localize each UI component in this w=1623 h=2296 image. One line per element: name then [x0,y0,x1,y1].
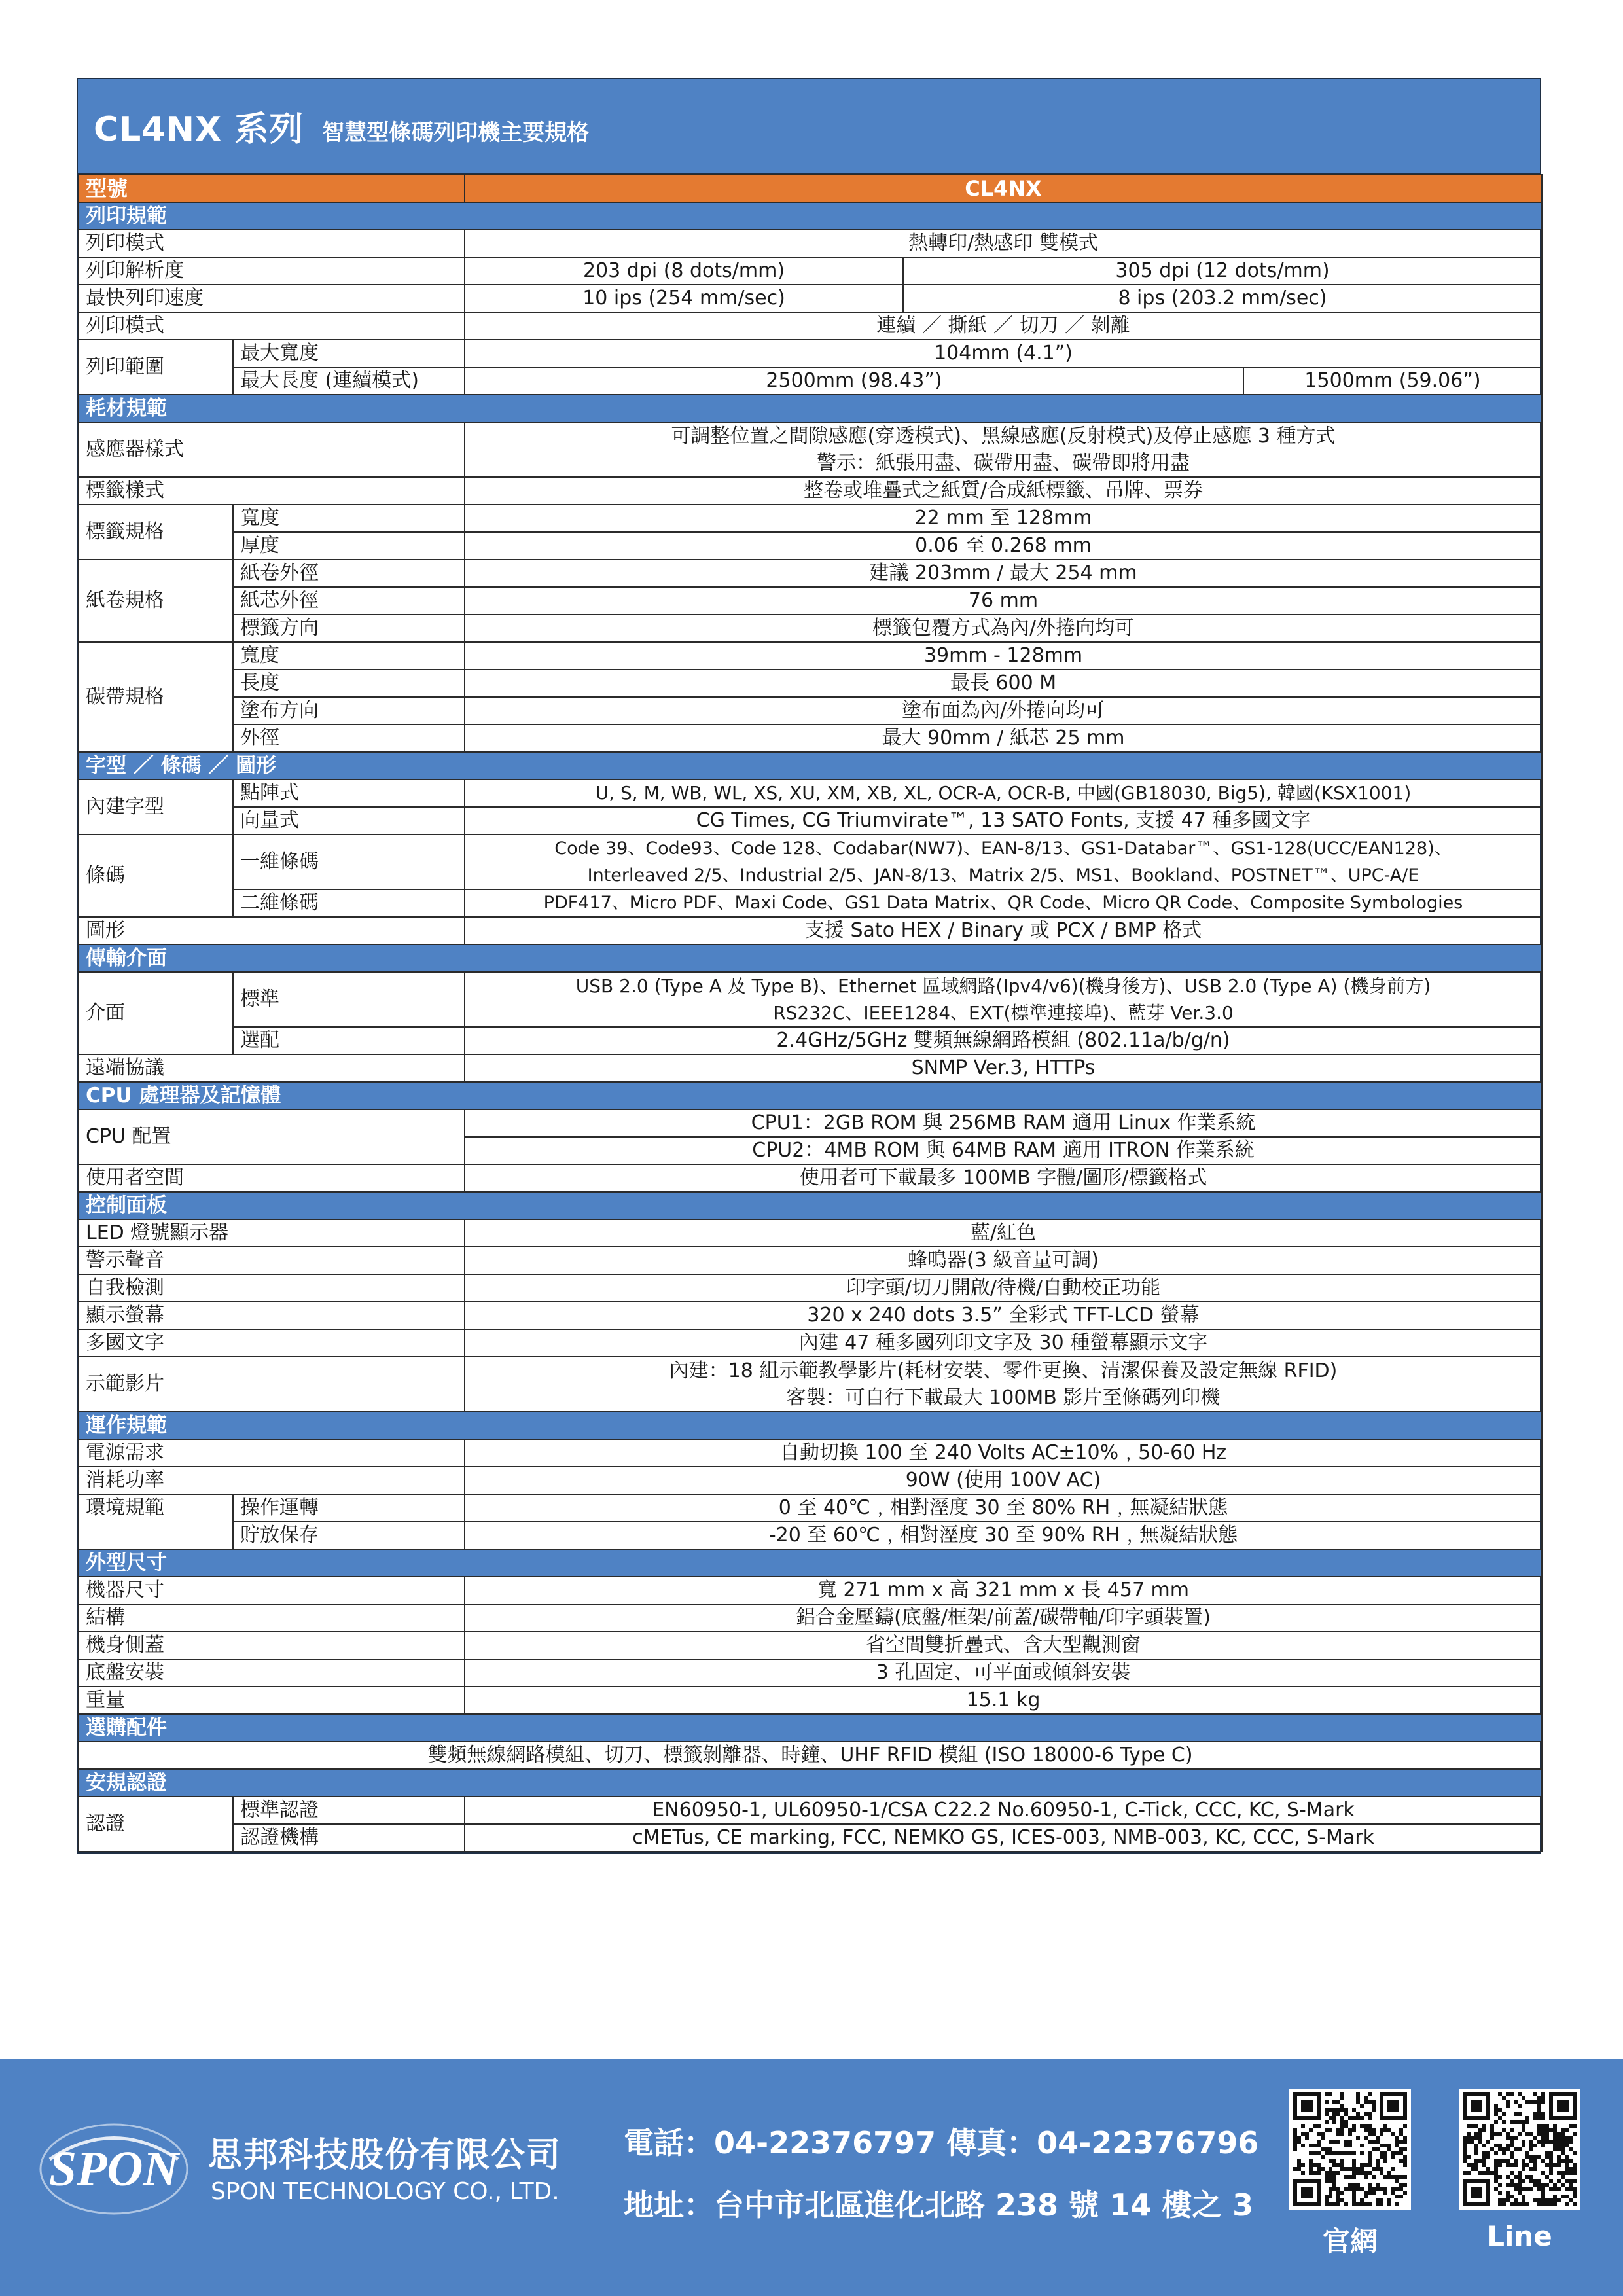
row-value-line: RS232C、IEEE1284、EXT(標準連接埠)、藍芽 Ver.3.0 [773,1002,1234,1024]
row-label: 紙芯外徑 [233,587,465,615]
row-value: 104mm (4.1”) [465,340,1542,367]
table-row [79,1247,1542,1274]
table-row [79,1632,1542,1659]
row-label: 標籤樣式 [79,477,465,505]
row-value: 使用者可下載最多 100MB 字體/圖形/標籤格式 [465,1164,1542,1192]
row-value: 內建 47 種多國列印文字及 30 種螢幕顯示文字 [465,1329,1542,1357]
table-row [79,1797,1542,1824]
section-title-cpu: CPU 處理器及記憶體 [79,1082,1542,1109]
section-title-print: 列印規範 [79,202,1542,230]
address: 地址：台中市北區進化北路 238 號 14 樓之 3 [624,2187,1254,2223]
row-value: 320 x 240 dots 3.5” 全彩式 TFT-LCD 螢幕 [465,1302,1542,1329]
spec-table [78,174,1543,1852]
section-title-operation: 運作規範 [79,1412,1542,1439]
row-label: 最大寬度 [233,340,465,367]
section-header [79,202,1542,230]
row-value: 塗布面為內/外捲向均可 [465,697,1542,725]
table-row [79,1054,1542,1082]
row-value: CG Times, CG Triumvirate™, 13 SATO Fonts, 支援 47 種多國文字 [465,807,1542,834]
row-group-label: 紙卷規格 [79,560,233,642]
row-value: 雙頻無線網路模組、切刀、標籤剝離器、時鐘、UHF RFID 模組 (ISO 18000-6 Type C) [79,1742,1542,1769]
row-value: 藍/紅色 [465,1219,1542,1247]
row-value: 76 mm [465,587,1542,615]
row-label: 寬度 [233,642,465,670]
row-value [465,422,1542,477]
phone-fax: 電話：04-22376797 傳真：04-22376796 [624,2125,1259,2161]
table-row [79,505,1542,532]
table-row [79,312,1542,340]
row-value: 整卷或堆疊式之紙質/合成紙標籤、吊牌、票券 [465,477,1542,505]
row-label: 寬度 [233,505,465,532]
section-title-cert: 安規認證 [79,1769,1542,1797]
section-title-options: 選購配件 [79,1714,1542,1742]
row-label: 機器尺寸 [79,1577,465,1604]
section-title-fonts: 字型 ／ 條碼 ／ 圖形 [79,752,1542,780]
row-value: 203 dpi (8 dots/mm) [465,257,903,285]
row-label: 機身側蓋 [79,1632,465,1659]
row-value: 1500mm (59.06”) [1243,367,1542,395]
table-row [79,1357,1542,1412]
row-value: 0.06 至 0.268 mm [465,532,1542,560]
row-label: 示範影片 [79,1357,465,1412]
row-group-label: 環境規範 [79,1494,233,1549]
row-value: SNMP Ver.3, HTTPs [465,1054,1542,1082]
qr-code-graphic [1289,2089,1411,2210]
row-label: 自我檢測 [79,1274,465,1302]
row-value: 寬 271 mm x 高 321 mm x 長 457 mm [465,1577,1542,1604]
row-value: 2.4GHz/5GHz 雙頻無線網路模組 (802.11a/b/g/n) [465,1027,1542,1054]
company-footer [0,2059,1623,2296]
row-value-line: 警示：紙張用盡、碳帶用盡、碳帶即將用盡 [817,452,1190,475]
table-row [79,1027,1542,1054]
row-value-line: 可調整位置之間隙感應(穿透模式)、黑線感應(反射模式)及停止感應 3 種方式 [671,425,1336,448]
table-row [79,1274,1542,1302]
row-group-label: 介面 [79,972,233,1054]
table-row [79,1467,1542,1494]
row-label: CPU 配置 [79,1109,465,1164]
section-header [79,1412,1542,1439]
row-label: 二維條碼 [233,889,465,917]
row-group-label: 標籤規格 [79,505,233,560]
row-value: 305 dpi (12 dots/mm) [903,257,1542,285]
row-label: 顯示螢幕 [79,1302,465,1329]
table-row [79,725,1542,752]
table-row [79,1687,1542,1714]
table-row [79,1219,1542,1247]
row-value: -20 至 60℃﹐相對溼度 30 至 90% RH﹐無凝結狀態 [465,1522,1542,1549]
row-value-line: 客製：可自行下載最大 100MB 影片至條碼列印機 [786,1386,1221,1409]
table-row [79,230,1542,257]
row-label: 感應器樣式 [79,422,465,477]
table-row [79,1742,1542,1769]
row-value: 90W (使用 100V AC) [465,1467,1542,1494]
table-row [79,477,1542,505]
row-group-label: 碳帶規格 [79,642,233,752]
row-label: 列印模式 [79,312,465,340]
row-label: 標準 [233,972,465,1027]
model-value: CL4NX [465,175,1542,202]
section-header [79,395,1542,422]
row-label: 認證機構 [233,1824,465,1852]
row-label: 貯放保存 [233,1522,465,1549]
row-label: 標籤方向 [233,615,465,642]
row-value-line: USB 2.0 (Type A 及 Type B)、Ethernet 區域網路(Ipv4/v6)(機身後方)、USB 2.0 (Type A) (機身前方) [575,975,1431,997]
table-row [79,1604,1542,1632]
row-label: 塗布方向 [233,697,465,725]
table-row [79,1522,1542,1549]
row-value: 3 孔固定、可平面或傾斜安裝 [465,1659,1542,1687]
row-value: 0 至 40℃﹐相對溼度 30 至 80% RH﹐無凝結狀態 [465,1494,1542,1522]
row-label: 操作運轉 [233,1494,465,1522]
qr-code-website[interactable] [1289,2089,1411,2210]
company-name-en: SPON TECHNOLOGY CO., LTD. [211,2178,560,2205]
section-title-panel: 控制面板 [79,1192,1542,1219]
row-label: 多國文字 [79,1329,465,1357]
section-title-dimensions: 外型尺寸 [79,1549,1542,1577]
table-row [79,532,1542,560]
table-row [79,807,1542,834]
spec-sheet [77,78,1541,1854]
table-row [79,780,1542,807]
row-value-line: Interleaved 2/5、Industrial 2/5、JAN-8/13、Matrix 2/5、MS1、Bookland、POSTNET™、UPC-A/E [587,865,1419,886]
table-row [79,917,1542,944]
table-row [79,560,1542,587]
table-row [79,1577,1542,1604]
row-value: CPU1：2GB ROM 與 256MB RAM 適用 Linux 作業系統 [465,1109,1542,1137]
section-header [79,944,1542,972]
row-value: PDF417、Micro PDF、Maxi Code、GS1 Data Matrix、QR Code、Micro QR Code、Composite Symbologies [465,889,1542,917]
row-value: 自動切換 100 至 240 Volts AC±10%﹐50-60 Hz [465,1439,1542,1467]
row-value-line: Code 39、Code93、Code 128、Codabar(NW7)、EAN-8/13、GS1-Databar™、GS1-128(UCC/EAN128)、 [554,838,1452,859]
row-value: 2500mm (98.43”) [465,367,1243,395]
table-row [79,340,1542,367]
row-label: 底盤安裝 [79,1659,465,1687]
table-row [79,1439,1542,1467]
row-label: 圖形 [79,917,465,944]
section-header [79,752,1542,780]
row-value-line: 內建：18 組示範教學影片(耗材安裝、零件更換、清潔保養及設定無線 RFID) [669,1359,1338,1382]
table-row [79,670,1542,697]
model-label: 型號 [79,175,465,202]
row-value: 印字頭/切刀開啟/待機/自動校正功能 [465,1274,1542,1302]
row-value: 標籤包覆方式為內/外捲向均可 [465,615,1542,642]
row-value: 熱轉印/熱感印 雙模式 [465,230,1542,257]
row-label: 使用者空間 [79,1164,465,1192]
spon-logo [37,2120,191,2218]
table-row [79,587,1542,615]
row-label: 遠端協議 [79,1054,465,1082]
row-label: 長度 [233,670,465,697]
row-label: 厚度 [233,532,465,560]
row-value [465,1357,1542,1412]
row-value: 鋁合金壓鑄(底盤/框架/前蓋/碳帶軸/印字頭裝置) [465,1604,1542,1632]
row-label: 向量式 [233,807,465,834]
table-row [79,642,1542,670]
row-value: 15.1 kg [465,1687,1542,1714]
row-value: 蜂鳴器(3 級音量可調) [465,1247,1542,1274]
row-label: 標準認證 [233,1797,465,1824]
table-row [79,1109,1542,1137]
table-row [79,697,1542,725]
row-value: 22 mm 至 128mm [465,505,1542,532]
company-name-cn: 思邦科技股份有限公司 [208,2136,562,2175]
row-value: 8 ips (203.2 mm/sec) [903,285,1542,312]
section-header [79,1192,1542,1219]
row-label: 結構 [79,1604,465,1632]
row-value: EN60950-1, UL60950-1/CSA C22.2 No.60950-1, C-Tick, CCC, KC, S-Mark [465,1797,1542,1824]
table-row [79,834,1542,889]
row-label: 列印模式 [79,230,465,257]
row-label: 警示聲音 [79,1247,465,1274]
section-header [79,1082,1542,1109]
table-row [79,889,1542,917]
row-label: 選配 [233,1027,465,1054]
qr-code-line[interactable] [1459,2089,1580,2210]
row-label: 一維條碼 [233,834,465,889]
qr-label-website: 官網 [1322,2225,1378,2257]
table-row [79,1329,1542,1357]
table-row [79,257,1542,285]
row-group-label: 列印範圍 [79,340,233,395]
row-value: 建議 203mm / 最大 254 mm [465,560,1542,587]
page-title: CL4NX 系列 [94,110,304,149]
row-label: 列印解析度 [79,257,465,285]
row-value: 最長 600 M [465,670,1542,697]
row-value: 支援 Sato HEX / Binary 或 PCX / BMP 格式 [465,917,1542,944]
table-row [79,422,1542,477]
table-row [79,367,1542,395]
logo-text: SPON [48,2142,179,2197]
row-value: 10 ips (254 mm/sec) [465,285,903,312]
row-value: 連續 ／ 撕紙 ／ 切刀 ／ 剝離 [465,312,1542,340]
table-row [79,1824,1542,1852]
section-title-interface: 傳輸介面 [79,944,1542,972]
qr-label-line: Line [1487,2220,1552,2252]
row-value: CPU2：4MB ROM 與 64MB RAM 適用 ITRON 作業系統 [465,1137,1542,1164]
section-header [79,1769,1542,1797]
row-label: 點陣式 [233,780,465,807]
table-row [79,285,1542,312]
row-group-label: 內建字型 [79,780,233,834]
table-row [79,615,1542,642]
model-row [79,175,1542,202]
table-row [79,1164,1542,1192]
row-label: 紙卷外徑 [233,560,465,587]
table-row [79,972,1542,1027]
row-value: 省空間雙折疊式、含大型觀測窗 [465,1632,1542,1659]
row-value: cMETus, CE marking, FCC, NEMKO GS, ICES-003, NMB-003, KC, CCC, S-Mark [465,1824,1542,1852]
row-group-label: 認證 [79,1797,233,1852]
spon-logo-graphic [37,2120,191,2218]
section-title-media: 耗材規範 [79,395,1542,422]
row-label: 電源需求 [79,1439,465,1467]
section-header [79,1549,1542,1577]
row-label: 消耗功率 [79,1467,465,1494]
row-value: U, S, M, WB, WL, XS, XU, XM, XB, XL, OCR-A, OCR-B, 中國(GB18030, Big5), 韓國(KSX1001) [465,780,1542,807]
row-label: 外徑 [233,725,465,752]
row-value: 最大 90mm / 紙芯 25 mm [465,725,1542,752]
section-header [79,1714,1542,1742]
spec-header-banner [78,79,1540,174]
table-row [79,1659,1542,1687]
row-group-label: 條碼 [79,834,233,917]
row-value: 39mm - 128mm [465,642,1542,670]
table-row [79,1302,1542,1329]
row-value [465,972,1542,1027]
row-label: 最大長度 (連續模式) [233,367,465,395]
table-row [79,1494,1542,1522]
qr-code-graphic [1459,2089,1580,2210]
page-subtitle: 智慧型條碼列印機主要規格 [322,120,590,146]
row-label: 最快列印速度 [79,285,465,312]
row-label: 重量 [79,1687,465,1714]
row-label: LED 燈號顯示器 [79,1219,465,1247]
row-value [465,834,1542,889]
